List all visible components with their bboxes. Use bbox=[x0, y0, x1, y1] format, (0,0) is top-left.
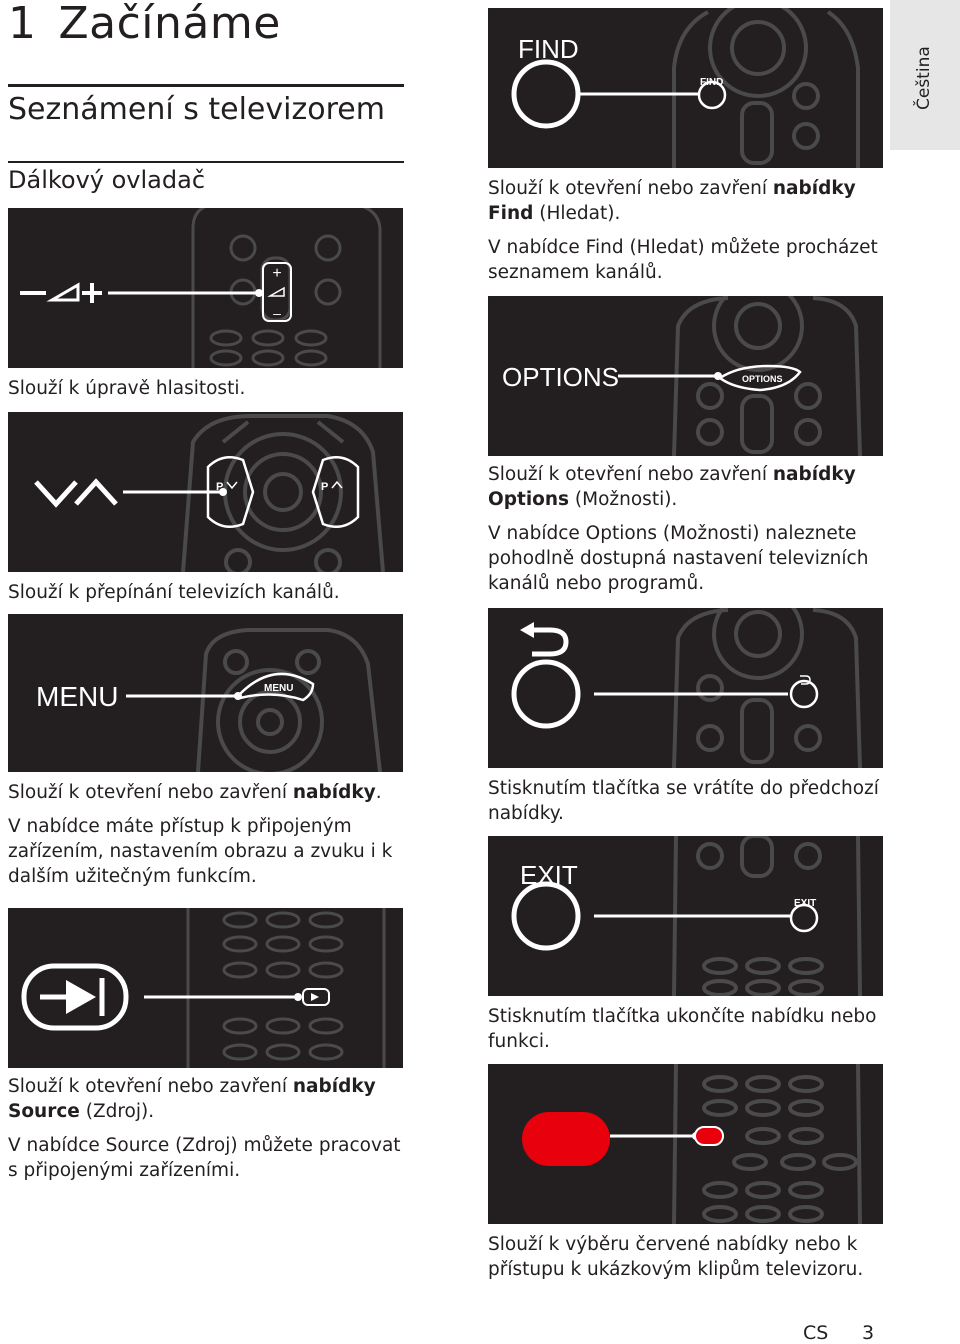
language-tab-label: Čeština bbox=[914, 46, 934, 110]
remote-minus-label: – bbox=[273, 305, 281, 321]
channel-caption: Slouží k přepínání televizích kanálů. bbox=[8, 582, 340, 603]
back-arrow-icon bbox=[488, 608, 883, 768]
menu-remote-label: MENU bbox=[264, 683, 294, 694]
section-rule bbox=[8, 161, 404, 163]
language-tab bbox=[890, 0, 960, 150]
options-panel bbox=[488, 296, 883, 456]
source-caption: Slouží k otevření nebo zavření nabídky Source (Zdroj). V nabídce Source (Zdroj) můžete pracovat s připojenými zařízeními. bbox=[8, 1076, 401, 1181]
red-panel bbox=[488, 1064, 883, 1224]
find-caption: Slouží k otevření nebo zavření nabídky Find (Hledat). V nabídce Find (Hledat) můžete procházet seznamem kanálů. bbox=[488, 178, 878, 283]
page-number: 3 bbox=[862, 1322, 875, 1344]
footer-language-code: CS bbox=[803, 1322, 829, 1344]
find-remote-label: FIND bbox=[700, 77, 724, 88]
source-panel bbox=[8, 908, 403, 1068]
exit-caption: Stisknutím tlačítka ukončíte nabídku nebo funkci. bbox=[488, 1006, 877, 1052]
menu-button-graphic bbox=[8, 614, 403, 772]
exit-button-graphic bbox=[488, 836, 883, 996]
source-icon bbox=[8, 908, 403, 1068]
volume-icon bbox=[8, 208, 403, 368]
menu-big-label: MENU bbox=[36, 681, 119, 712]
options-remote-label: OPTIONS bbox=[742, 374, 783, 384]
options-button-graphic bbox=[488, 296, 883, 456]
chapter-number: 1 bbox=[8, 0, 37, 49]
chapter-heading bbox=[8, 0, 281, 49]
back-panel bbox=[488, 608, 883, 768]
find-panel bbox=[488, 8, 883, 168]
find-big-label: FIND bbox=[518, 34, 579, 64]
volume-panel bbox=[8, 208, 403, 368]
channel-updown-icon bbox=[8, 412, 403, 572]
chapter-title: Začínáme bbox=[58, 0, 281, 49]
volume-caption: Slouží k úpravě hlasitosti. bbox=[8, 378, 246, 399]
remote-p-up-label: P bbox=[321, 481, 329, 493]
red-button-icon bbox=[488, 1064, 883, 1224]
exit-remote-label: EXIT bbox=[794, 898, 817, 909]
back-caption: Stisknutím tlačítka se vrátíte do předchozí nabídky. bbox=[488, 778, 879, 824]
options-caption: Slouží k otevření nebo zavření nabídky Options (Možnosti). V nabídce Options (Možnosti) naleznete pohodlně dostupná nastavení televizních kanálů nebo programů. bbox=[488, 464, 869, 594]
section-title: Seznámení s televizorem bbox=[8, 92, 385, 127]
red-caption: Slouží k výběru červené nabídky nebo k přístupu k ukázkovým klipům televizoru. bbox=[488, 1234, 864, 1280]
exit-panel bbox=[488, 836, 883, 996]
remote-plus-label: + bbox=[272, 265, 282, 282]
subsection-title: Dálkový ovladač bbox=[8, 166, 206, 194]
options-big-label: OPTIONS bbox=[502, 362, 620, 392]
menu-caption: Slouží k otevření nebo zavření nabídky. V nabídce máte přístup k připojeným zařízením, nastavením obrazu a zvuku i k dalším užitečným funkcím. bbox=[8, 782, 393, 887]
find-button-graphic bbox=[488, 8, 883, 168]
remote-p-down-label: P bbox=[216, 481, 224, 493]
menu-panel bbox=[8, 614, 403, 772]
channel-panel bbox=[8, 412, 403, 572]
heading-rule bbox=[8, 84, 404, 87]
exit-big-label: EXIT bbox=[520, 860, 578, 890]
